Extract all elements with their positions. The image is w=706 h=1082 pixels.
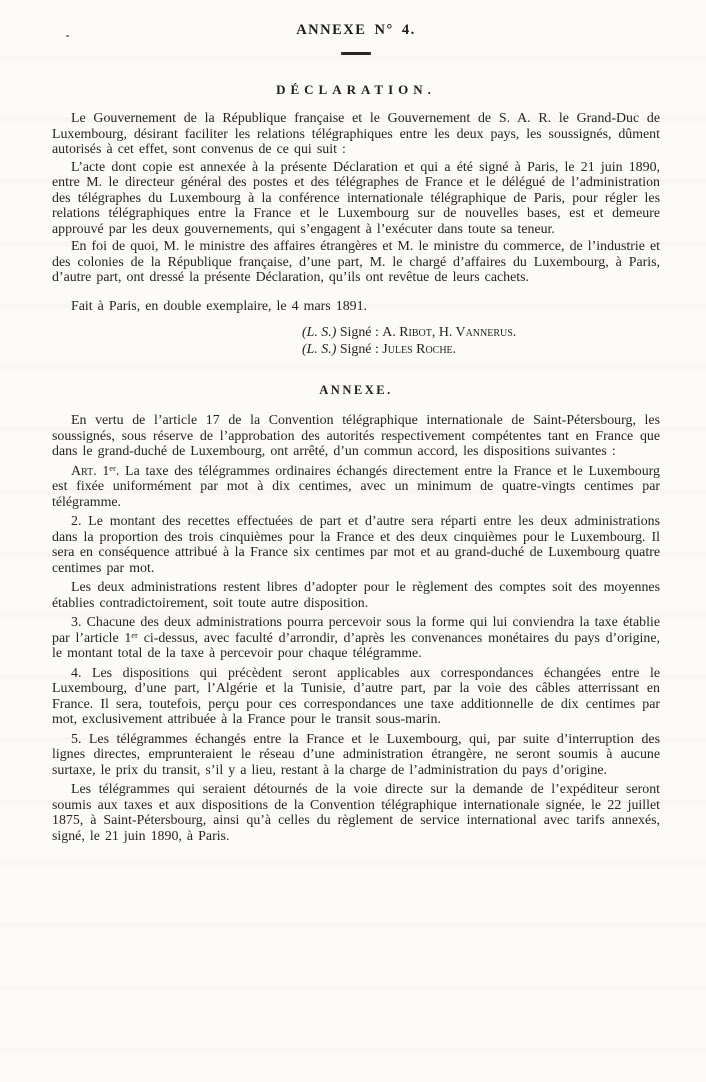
section-divider-rule — [341, 52, 371, 55]
article-1-text: La taxe des télégrammes ordinaires échangés directement entre la France et le Luxembourg est fixée uniformément par mot à dix centimes, avec un minimum de quatre-vingts centimes par télégramme. — [52, 463, 660, 510]
declaration-paragraph-1: Le Gouvernement de la République française et le Gouvernement de S. A. R. le Grand-Duc de Luxembourg, désirant faciliter les relations télégraphiques entre les deux pays, les soussignés, dûment autorisés à cet effet, sont convenus de ce qui suit : — [52, 111, 660, 157]
article-5: 5. Les télégrammes échangés entre la France et le Luxembourg, qui, par suite d’interruption des lignes directes, emprunteraient le réseau d’une administration étrangère, ne seront soumis à aucune surtaxe, le prix du transit, s’il y a lieu, restant à la charge de l’administration du pays d’origine. — [52, 731, 660, 778]
signature-block — [302, 325, 660, 358]
signed-label: Signé : — [339, 325, 379, 340]
signature-line-1 — [302, 325, 660, 342]
annexe-title: ANNEXE. — [319, 383, 393, 397]
declaration-title: DÉCLARATION. — [276, 82, 436, 97]
scan-artifact-dot — [66, 35, 69, 37]
article-1 — [52, 464, 660, 511]
annexe-number-heading: ANNEXE N° 4. — [296, 22, 416, 38]
signatory-names: Jules Roche. — [382, 341, 457, 357]
article-1-label: Art. 1ᵉʳ. — [71, 463, 120, 479]
article-4: 4. Les dispositions qui précèdent seront applicables aux correspondances échangées entre le Luxembourg, d’une part, l’Algérie et la Tunisie, d’autre part, par la voie des câbles atterrissant en France. Il sera, toutefois, perçu pour ces correspondances une taxe additionnelle de dix centimes par mot, exclusivement attribuée à la France pour le transit sous-marin. — [52, 665, 660, 727]
article-3: 3. Chacune des deux administrations pourra percevoir sous la forme qui lui conviendra la taxe établie par l’article 1ᵉʳ ci-dessus, avec faculté d’arrondir, d’après les convenances monétaires du pays d’origine, le montant total de la taxe à percevoir pour chaque télégramme. — [52, 615, 660, 661]
declaration-paragraph-2: L’acte dont copie est annexée à la présente Déclaration et qui a été signé à Paris, le 21 juin 1890, entre M. le directeur général des postes et des télégraphes de France et le délégué de l’administration des télégraphes du Luxembourg à la conférence internationale télégraphique de Paris, pour régler les relations télégraphiques entre la France et le Luxembourg sur de nouvelles bases, est et demeure approuvé par les deux gouvernements, qui s’engagent à l’exécuter dans toute sa teneur. — [52, 159, 660, 237]
annexe-intro-paragraph: En vertu de l’article 17 de la Convention télégraphique internationale de Saint-Pétersbourg, les soussignés, sous réserve de l’approbation des autorités respectivement compétentes tant en France que dans le grand-duché de Luxembourg, ont arrêté, d’un commun accord, les dispositions suivantes : — [52, 413, 660, 459]
date-line: Fait à Paris, en double exemplaire, le 4 mars 1891. — [71, 298, 367, 314]
signature-line-2 — [302, 342, 660, 359]
signatory-names: A. Ribot, H. Vannerus. — [382, 325, 517, 340]
signed-label: Signé : — [339, 341, 379, 357]
seal-abbreviation: (L. S.) — [302, 325, 337, 340]
declaration-paragraph-3: En foi de quoi, M. le ministre des affaires étrangères et M. le ministre du commerce, de l’industrie et des colonies de la République française, d’une part, M. le chargé d’affaires du Luxembourg, à Paris, d’autre part, ont dressé la présente Déclaration, qu’ils ont revêtue de leurs cachets. — [52, 239, 660, 285]
article-5-continuation: Les télégrammes qui seraient détournés de la voie directe sur la demande de l’expéditeur seront soumis aux taxes et aux dispositions de la Convention télégraphique internationale signée, le 22 juillet 1875, à Saint-Pétersbourg, ainsi qu’à celles du règlement de service international avec tarifs annexés, signé, le 21 juin 1890, à Paris. — [52, 782, 660, 844]
seal-abbreviation: (L. S.) — [302, 341, 337, 357]
article-2-continuation: Les deux administrations restent libres d’adopter pour le règlement des comptes soit des moyennes établies contradictoirement, soit toute autre disposition. — [52, 580, 660, 611]
article-2: 2. Le montant des recettes effectuées de part et d’autre sera réparti entre les deux administrations dans la proportion des trois cinquièmes pour la France et des deux cinquièmes pour le Luxembourg. Il sera en conséquence attribué à la France six centimes par mot et au grand-duché de Luxembourg quatre centimes par mot. — [52, 514, 660, 576]
